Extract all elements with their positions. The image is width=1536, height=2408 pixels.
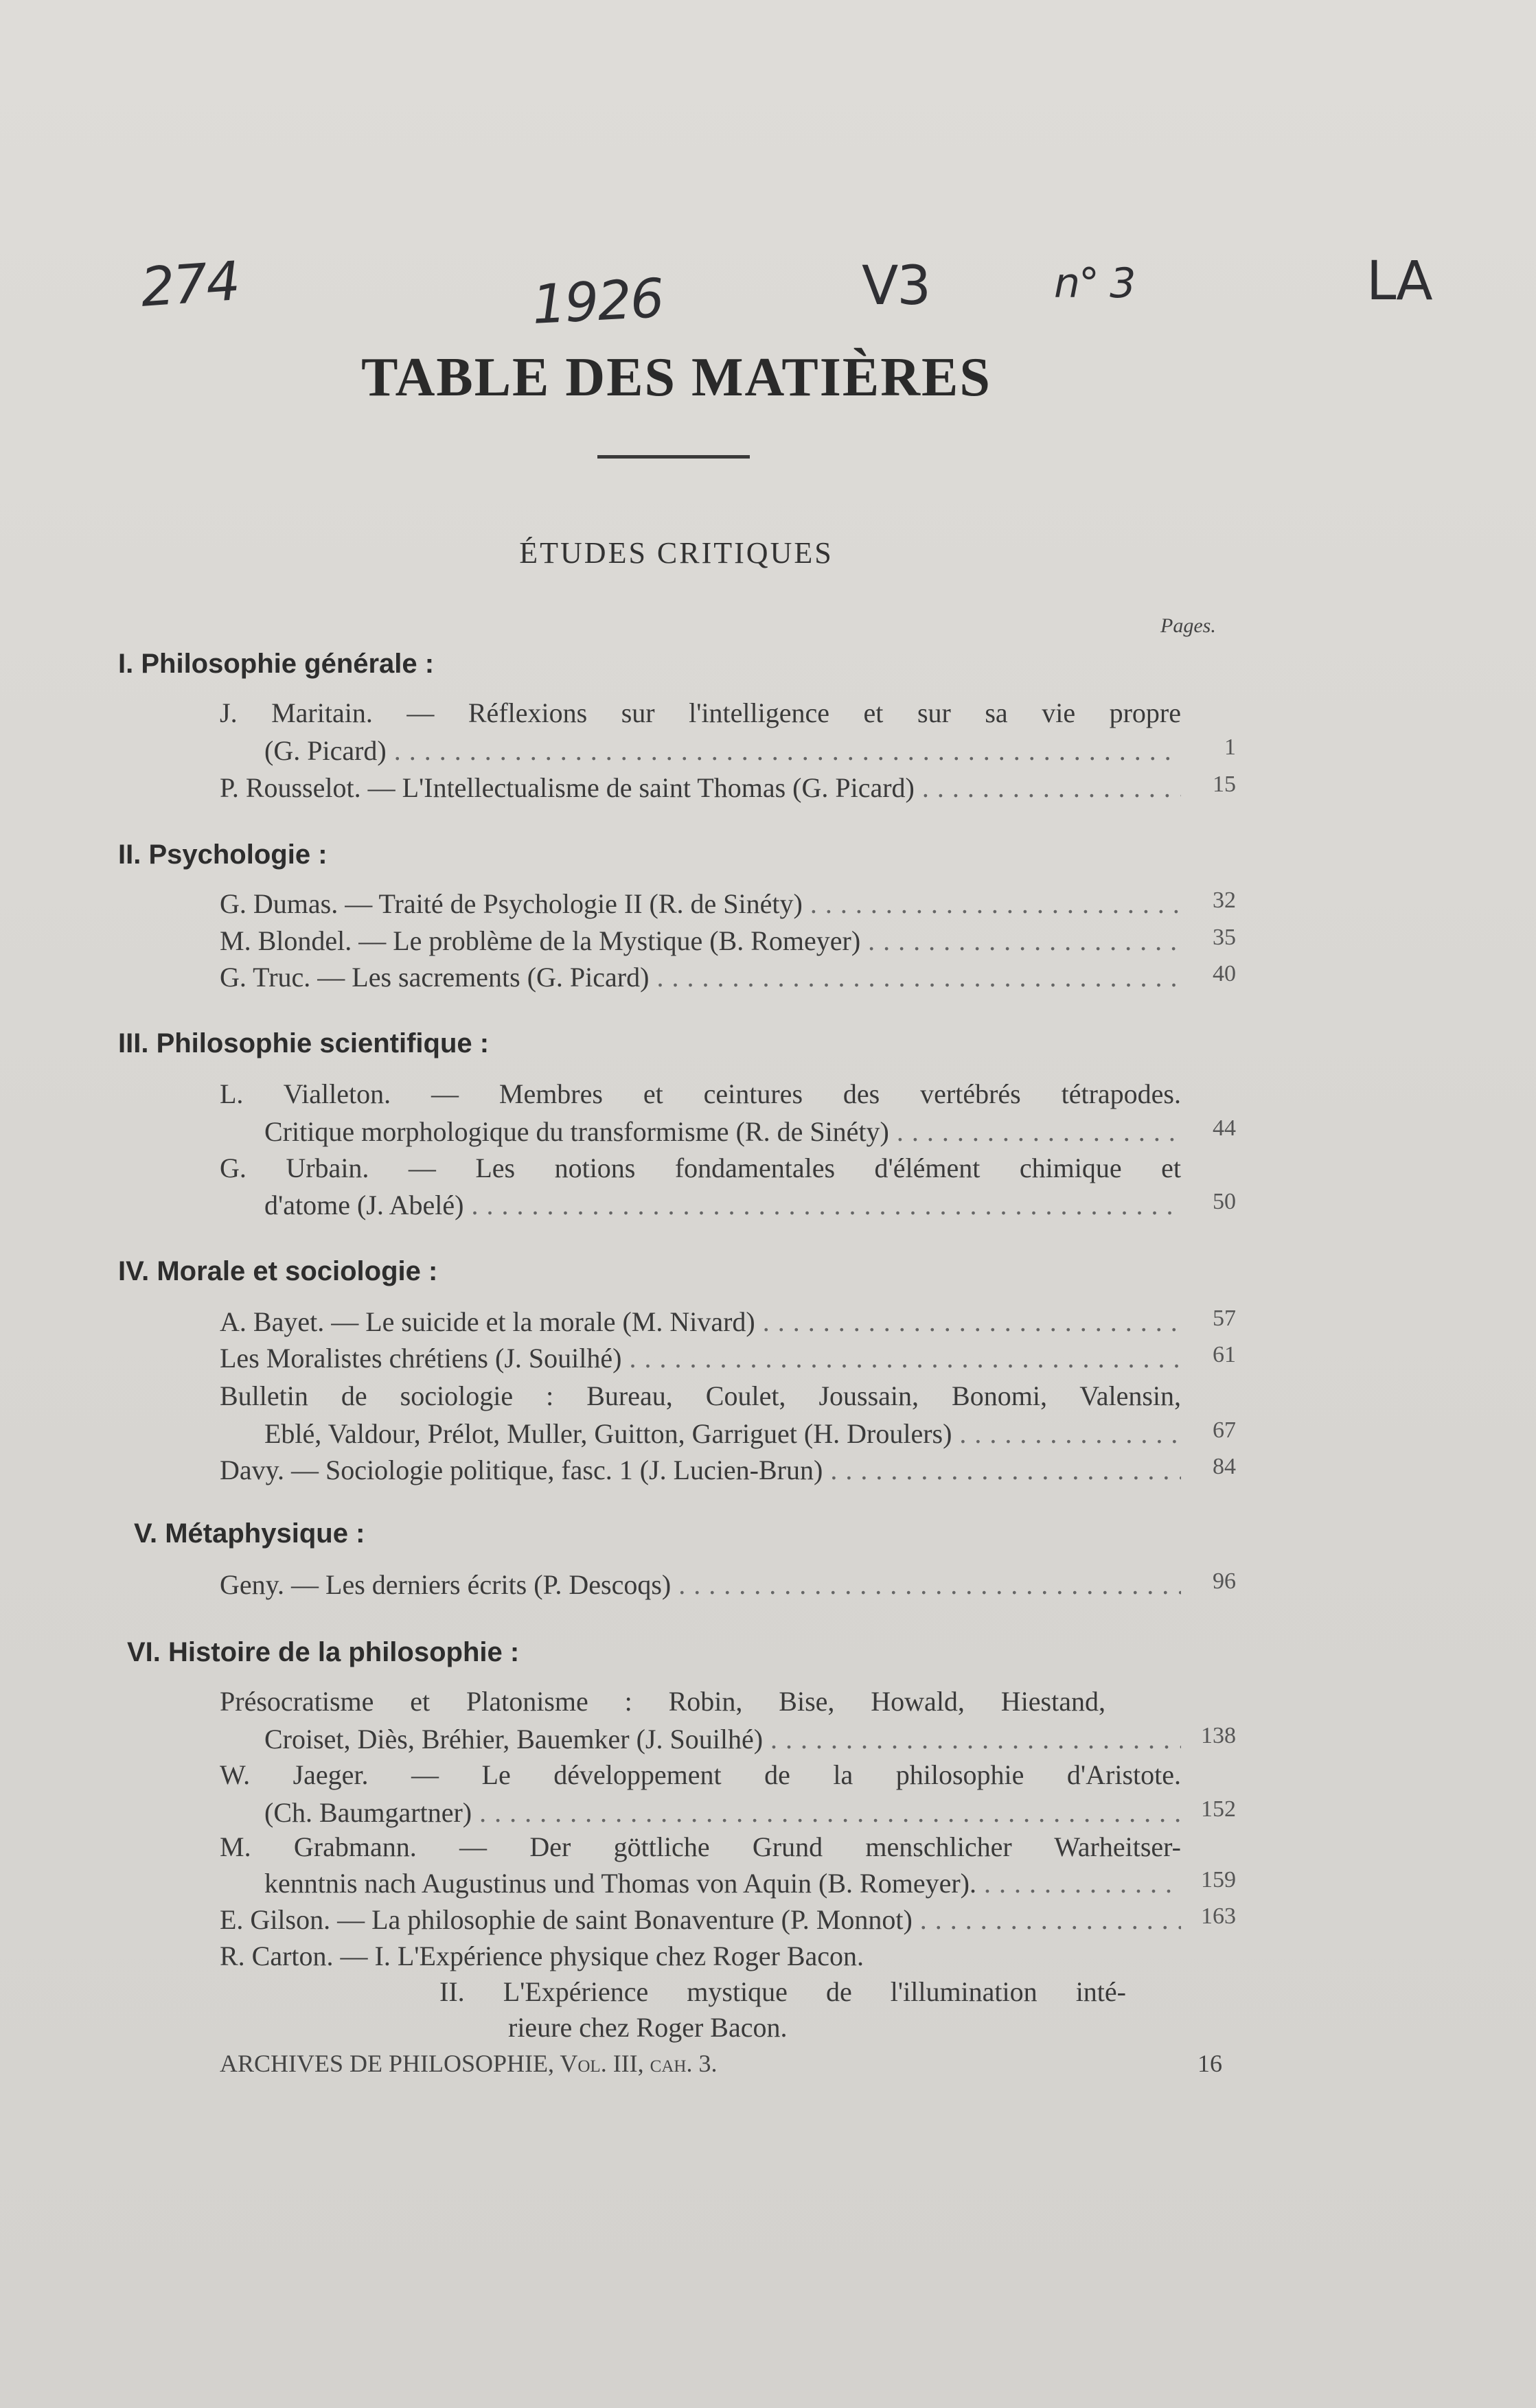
handwritten-note-year: 1926: [530, 268, 665, 336]
section-title: V. Métaphysique :: [134, 1518, 365, 1549]
section-title: I. Philosophie générale :: [118, 649, 435, 679]
toc-entry: [264, 734, 1236, 770]
toc-entry-text: rieure chez Roger Bacon.: [508, 2012, 788, 2043]
toc-entry: [220, 772, 1236, 807]
toc-entry: [264, 1417, 1236, 1453]
page-title: TABLE DES MATIÈRES: [361, 347, 991, 408]
toc-page-number: 84: [1213, 1454, 1236, 1479]
toc-entry: [220, 1454, 1236, 1490]
toc-page-number: 15: [1213, 772, 1236, 797]
toc-entry: [220, 1568, 1236, 1604]
journal-signature: ARCHIVES DE PHILOSOPHIE, Vol. III, cah. 3.: [220, 2050, 718, 2077]
toc-entry-text: M. Blondel. — Le problème de la Mystique (B. Romeyer) . . .: [220, 925, 1181, 957]
toc-entry: [264, 1115, 1236, 1151]
toc-entry-text: J. Maritain. — Réflexions sur l'intelligence et sur sa vie propre: [220, 697, 1181, 728]
toc-entry: [220, 1306, 1236, 1341]
toc-page-number: 159: [1201, 1867, 1236, 1892]
toc-entry-text: Présocratisme et Platonisme : Robin, Bise, Howald, Hiestand,: [220, 1686, 1105, 1717]
toc-entry-text: Davy. — Sociologie politique, fasc. 1 (J. Lucien-Brun) . . .: [220, 1454, 1181, 1486]
toc-entry-text: G. Urbain. — Les notions fondamentales d'élément chimique et: [220, 1153, 1181, 1183]
toc-entry: [439, 1976, 1181, 2011]
toc-entry-text: d'atome (J. Abelé) . . .: [264, 1189, 1181, 1221]
section-heading: ÉTUDES CRITIQUES: [519, 536, 834, 570]
toc-entry: [220, 1685, 1160, 1721]
toc-entry: [220, 888, 1236, 923]
toc-entry: [264, 1796, 1236, 1832]
toc-page-number: 44: [1213, 1115, 1236, 1141]
toc-entry-text: A. Bayet. — Le suicide et la morale (M. Nivard) . . .: [220, 1306, 1181, 1338]
toc-page-number: 163: [1201, 1903, 1236, 1929]
toc-entry-text: G. Dumas. — Traité de Psychologie II (R. de Sinéty) . . .: [220, 888, 1181, 920]
section-title: VI. Histoire de la philosophie :: [127, 1637, 520, 1667]
toc-entry: [220, 1903, 1236, 1939]
toc-entry-text: (Ch. Baumgartner) . . .: [264, 1796, 1181, 1829]
toc-entry: [220, 925, 1236, 960]
toc-entry-text: Critique morphologique du transformisme (R. de Sinéty) . . .: [264, 1115, 1181, 1148]
pages-column-label: Pages.: [1160, 614, 1216, 637]
toc-entry-text: kenntnis nach Augustinus und Thomas von Aquin (B. Romeyer). . . .: [264, 1867, 1181, 1899]
toc-page-number: 152: [1201, 1796, 1236, 1822]
toc-entry-text: M. Grabmann. — Der göttliche Grund menschlicher Warheitser-: [220, 1831, 1181, 1862]
toc-entry: [220, 961, 1236, 997]
toc-entry: [220, 1342, 1236, 1378]
toc-page-number: 50: [1213, 1189, 1236, 1214]
toc-entry: [264, 1189, 1236, 1225]
toc-entry: [220, 1759, 1236, 1794]
toc-page-number: 1: [1224, 734, 1236, 760]
toc-entry-text: Croiset, Diès, Bréhier, Bauemker (J. Souilhé) . . .: [264, 1723, 1181, 1755]
handwritten-note-initials: LA: [1366, 251, 1432, 312]
toc-entry-text: (G. Picard) . . .: [264, 734, 1181, 767]
toc-page-number: 138: [1201, 1723, 1236, 1748]
section-title: II. Psychologie :: [118, 840, 328, 870]
sheet-number: 16: [1197, 2050, 1222, 2077]
toc-page-number: 96: [1213, 1568, 1236, 1594]
toc-entry: [220, 1152, 1236, 1188]
toc-entry: [264, 1867, 1236, 1903]
handwritten-note-issue: n° 3: [1054, 259, 1135, 308]
toc-entry-text: Les Moralistes chrétiens (J. Souilhé) . . .: [220, 1342, 1181, 1374]
section-title: IV. Morale et sociologie :: [118, 1256, 438, 1286]
toc-entry-text: W. Jaeger. — Le développement de la philosophie d'Aristote.: [220, 1759, 1181, 1790]
toc-page-number: 61: [1213, 1342, 1236, 1367]
toc-entry-text: G. Truc. — Les sacrements (G. Picard) . . .: [220, 961, 1181, 993]
toc-entry-text: L. Vialleton. — Membres et ceintures des vertébrés tétrapodes.: [220, 1078, 1181, 1109]
toc-entry-text: II. L'Expérience mystique de l'illumination inté-: [439, 1976, 1126, 2007]
toc-entry: [220, 697, 1236, 732]
toc-entry-text: Bulletin de sociologie : Bureau, Coulet, Joussain, Bonomi, Valensin,: [220, 1380, 1181, 1411]
toc-entry: [264, 1723, 1236, 1759]
toc-entry-text: E. Gilson. — La philosophie de saint Bonaventure (P. Monnot) . . .: [220, 1903, 1181, 1936]
toc-entry: [220, 1078, 1236, 1113]
section-title: III. Philosophie scientifique :: [118, 1028, 490, 1058]
toc-entry-text: P. Rousselot. — L'Intellectualisme de saint Thomas (G. Picard) . . .: [220, 772, 1181, 804]
toc-page-number: 67: [1213, 1417, 1236, 1443]
toc-entry: [220, 1831, 1236, 1866]
toc-entry: [220, 1940, 1236, 1976]
handwritten-note-number: 274: [139, 251, 241, 319]
toc-entry: [220, 1380, 1236, 1415]
title-divider: [597, 455, 750, 459]
toc-page-number: 35: [1213, 925, 1236, 950]
handwritten-note-volume: V3: [862, 255, 930, 317]
toc-entry-text: Geny. — Les derniers écrits (P. Descoqs) . . .: [220, 1568, 1181, 1601]
toc-page-number: 32: [1213, 888, 1236, 913]
toc-page-number: 40: [1213, 961, 1236, 986]
toc-entry: [508, 2011, 1181, 2047]
toc-entry-text: Eblé, Valdour, Prélot, Muller, Guitton, Garriguet (H. Droulers) . . .: [264, 1417, 1181, 1450]
page-footer: [220, 2049, 1222, 2078]
toc-entry-text: R. Carton. — I. L'Expérience physique chez Roger Bacon.: [220, 1941, 864, 1971]
toc-page-number: 57: [1213, 1306, 1236, 1331]
